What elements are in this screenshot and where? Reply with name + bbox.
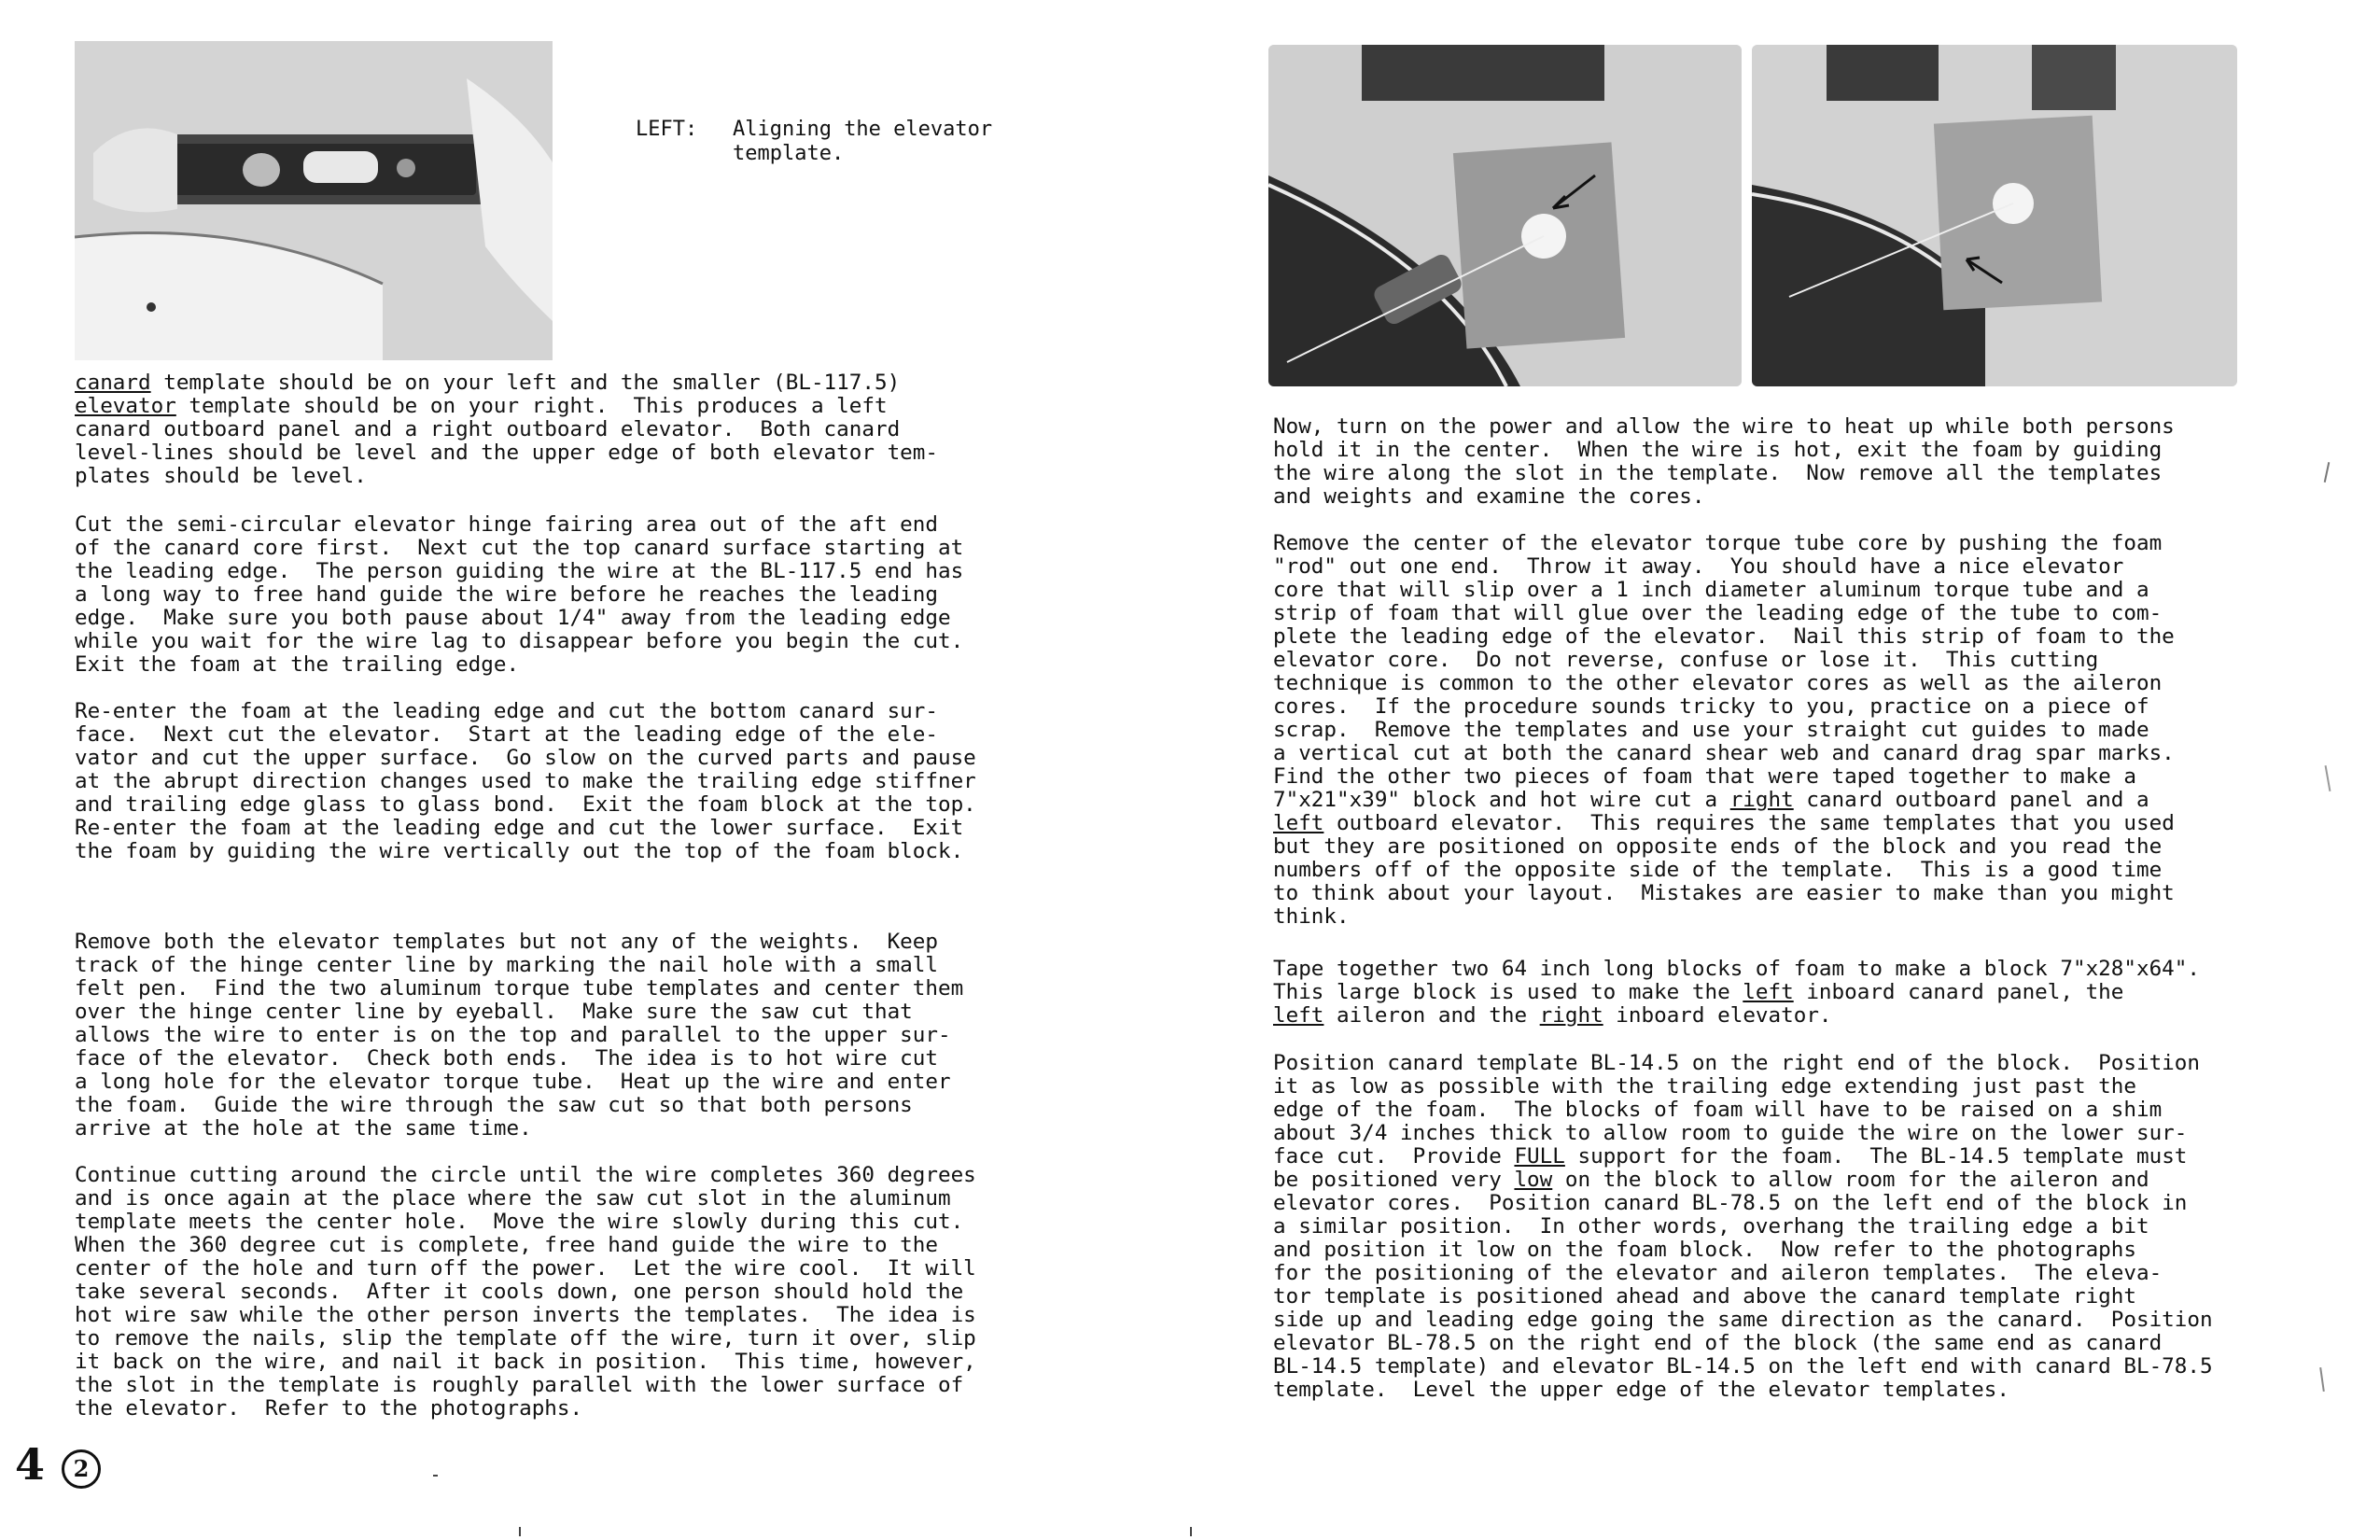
- para2-underlined-word: left: [1273, 811, 1324, 835]
- left-paragraph-2: Cut the semi-circular elevator hinge fairing area out of the aft end of the canard core first. Next cut the top canard surface starting at the leading edge. The person guiding the wire at the BL-117.5 end has a long way to free hand guide the wire before he reaches the leading edge. Make sure you both pause about 1/4" away from the leading edge while you wait for the wire lag to disappear before you begin the cut. Exit the foam at the trailing edge.: [75, 512, 964, 677]
- para2-text-run: canard outboard panel and a: [1806, 788, 2149, 812]
- margin-bracket-1: [2324, 462, 2331, 483]
- left-paragraph-4: Remove both the elevator templates but not any of the weights. Keep track of the hinge center line by marking the nail hole with a small felt pen. Find the two aluminum torque tube templates and center them over the hinge center line by eyeball. Make sure the saw cut that allows the wire to enter is on the top and parallel to the upper sur- face of the elevator. Check both ends. The idea is to hot wire cut a long hole for the elevator torque tube. Heat up the wire and enter the foam. Guide the wire through the saw cut so that both persons arrive at the hole at the same time.: [75, 930, 964, 1141]
- photo-level-on-template: [75, 41, 553, 360]
- para3-underlined-word: left: [1743, 980, 1794, 1004]
- para4-text-run: on the block to allow room for the aileron and elevator cores. Position canard BL-78.5 on the left end of the block in a similar position. In other words, overhang the trailing edge a bit and position it low on the foam block. Now refer to the photographs for the positioning of the elevator and aileron templates. The eleva- tor template is positioned ahead and above the canard template right side up and leading edge going the same direction as the canard. Position elevator BL-78.5 on the right end of the block (the same end as canard BL-14.5 template) and elevator BL-14.5 on the left end with canard BL-78.5 template. Level the upper edge of the elevator templates.: [1273, 1168, 2213, 1402]
- para4-text-run: Position canard template BL-14.5 on the right end of the block. Position it as low as possible with the trailing edge extending just past the edge of the foam. The blocks of foam will have to be raised on a shim about 3/4 inches thick to allow room to guide the wire on the lower sur- face cut. Provide: [1273, 1051, 2200, 1169]
- para3-text-run: inboard canard panel, the: [1806, 980, 2124, 1004]
- scan-mark: [433, 1475, 438, 1477]
- right-paragraph-2: [1273, 532, 2175, 929]
- right-paragraph-4: [1273, 1052, 2213, 1402]
- para3-underlined-word: right: [1539, 1003, 1603, 1028]
- para2-text-run: outboard elevator. This requires the same templates that you used but they are positioned on opposite ends of the block and you read the numbers off of the opposite side of the template. This is a good time to think about your layout. Mistakes are easier to make than you might think.: [1273, 811, 2175, 929]
- para1-text-run: template should be on your right. This produces a left canard outboard panel and a right outboard elevator. Both canard level-lines should be level and the upper edge of both elevator tem- plates should be level.: [75, 394, 938, 488]
- para3-underlined-word: left: [1273, 1003, 1324, 1028]
- photo-template-wire-1-image: [1268, 45, 1742, 386]
- photo-template-wire-1: [1268, 45, 1742, 386]
- para3-text-run: aileron and the: [1323, 1003, 1540, 1028]
- gutter-mark: [519, 1527, 521, 1536]
- para1-text-run: template should be on your left and the smaller (BL-117.5): [163, 371, 901, 395]
- para2-text-run: Remove the center of the elevator torque tube core by pushing the foam "rod" out one end. Throw it away. You should have a nice elevator core that will slip over a 1 inch diameter aluminum torque tube and a strip of foam that will glue over the leading edge of the tube to com- plete the leading edge of the elevator. Nail this strip of foam to the elevator core. Do not reverse, confuse or lose it. This cutting technique is common to the other elevator cores as well as the aileron cores. If the procedure sounds tricky to you, practice on a piece of scrap. Remove the templates and use your straight cut guides to made a vertical cut at both the canard shear web and canard drag spar marks. Find the other two pieces of foam that were taped together to make a 7"x21"x39" block and hot wire cut a: [1273, 531, 2175, 812]
- para1-underlined-word: elevator: [75, 394, 176, 418]
- para1-underlined-word: canard: [75, 371, 151, 395]
- photo-template-wire-2-image: [1752, 45, 2237, 386]
- para4-underlined-word: low: [1514, 1168, 1553, 1192]
- margin-bracket-3: [2319, 1367, 2325, 1392]
- gutter-mark: [1190, 1527, 1192, 1536]
- para3-text-run: inboard elevator.: [1603, 1003, 1832, 1028]
- photo-level-on-template-image: [75, 41, 553, 360]
- para3-text-run: Tape together two 64 inch long blocks of foam to make a block 7"x28"x64". This large block is used to make the: [1273, 957, 2200, 1004]
- left-paragraph-3: Re-enter the foam at the leading edge and cut the bottom canard sur- face. Next cut the elevator. Start at the leading edge of the ele- vator and cut the upper surface. Go slow on the curved parts and pause at the abrupt direction changes used to make the trailing edge stiffner and trailing edge glass to glass bond. Exit the foam block at the top. Re-enter the foam at the leading edge and cut the lower surface. Exit the foam by guiding the wire vertically out the top of the foam block.: [75, 699, 976, 863]
- para2-underlined-word: right: [1729, 788, 1794, 812]
- margin-bracket-2: [2325, 765, 2331, 791]
- page-number: 4: [15, 1439, 46, 1490]
- para4-text-run: support for the foam. The BL-14.5 template must be positioned very: [1273, 1144, 2188, 1192]
- chapter-number-badge: 2: [62, 1449, 101, 1489]
- right-paragraph-3: [1273, 958, 2200, 1028]
- caption-label: LEFT:: [635, 118, 698, 141]
- para4-underlined-word: FULL: [1514, 1144, 1565, 1169]
- photo-template-wire-2: [1752, 45, 2237, 386]
- right-page: [1190, 0, 2380, 1540]
- left-paragraph-1: [75, 371, 938, 488]
- caption-text: Aligning the elevator template.: [732, 118, 993, 165]
- photo-caption: [586, 93, 1069, 190]
- right-paragraph-1: Now, turn on the power and allow the wire to heat up while both persons hold it in the center. When the wire is hot, exit the foam by guiding the wire along the slot in the template. Now remove all the templates and weights and examine the cores.: [1273, 414, 2175, 509]
- left-paragraph-5: Continue cutting around the circle until the wire completes 360 degrees and is once again at the place where the saw cut slot in the aluminum template meets the center hole. Move the wire slowly during this cut. When the 360 degree cut is complete, free hand guide the wire to the center of the hole and turn off the power. Let the wire cool. It will take several seconds. After it cools down, one person should hold the hot wire saw while the other person inverts the templates. The idea is to remove the nails, slip the template off the wire, turn it over, slip it back on the wire, and nail it back in position. This time, however, the slot in the template is roughly parallel with the lower surface of the elevator. Refer to the photographs.: [75, 1163, 976, 1421]
